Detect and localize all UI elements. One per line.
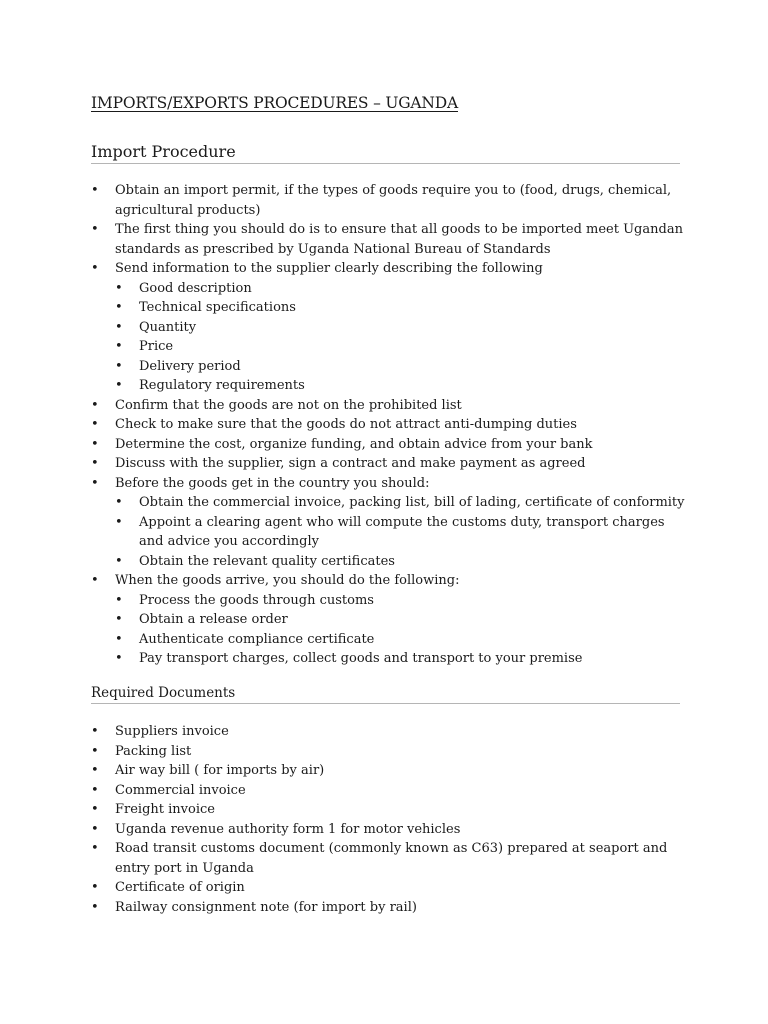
list-item: • Obtain a release order: [91, 610, 691, 630]
list-item: • Packing list: [91, 742, 691, 762]
list-item: • Good description: [91, 279, 691, 299]
list-item: • Obtain the commercial invoice, packing list, bill of lading, certificate of conformity: [91, 493, 691, 513]
document-title: IMPORTS/EXPORTS PROCEDURES – UGANDA: [91, 94, 458, 112]
list-item: • Process the goods through customs: [91, 591, 691, 611]
list-item: • Confirm that the goods are not on the prohibited list: [91, 396, 691, 416]
import-procedure-list: [91, 181, 691, 669]
list-item: • Delivery period: [91, 357, 691, 377]
list-item: • Pay transport charges, collect goods and transport to your premise: [91, 649, 691, 669]
list-item: • Air way bill ( for imports by air): [91, 761, 691, 781]
list-item: • Suppliers invoice: [91, 722, 691, 742]
list-item: • Authenticate compliance certificate: [91, 630, 691, 650]
list-item: • Appoint a clearing agent who will compute the customs duty, transport charges and advice you accordingly: [91, 513, 691, 552]
list-item: • The first thing you should do is to ensure that all goods to be imported meet Ugandan standards as prescribed by Uganda National Bureau of Standards: [91, 220, 691, 259]
list-item: • Uganda revenue authority form 1 for motor vehicles: [91, 820, 691, 840]
required-documents-list: [91, 722, 691, 917]
list-item: • Determine the cost, organize funding, and obtain advice from your bank: [91, 435, 691, 455]
list-item: • Technical specifications: [91, 298, 691, 318]
list-item: • Certificate of origin: [91, 878, 691, 898]
list-item: • Before the goods get in the country you should:: [91, 474, 691, 494]
list-item: • Price: [91, 337, 691, 357]
list-item: • When the goods arrive, you should do the following:: [91, 571, 691, 591]
heading-divider: [91, 703, 680, 704]
required-documents-heading: Required Documents: [91, 685, 236, 701]
list-item: • Commercial invoice: [91, 781, 691, 801]
import-procedure-heading: Import Procedure: [91, 142, 236, 161]
list-item: • Regulatory requirements: [91, 376, 691, 396]
list-item: • Discuss with the supplier, sign a contract and make payment as agreed: [91, 454, 691, 474]
list-item: • Send information to the supplier clearly describing the following: [91, 259, 691, 279]
list-item: • Freight invoice: [91, 800, 691, 820]
list-item: • Railway consignment note (for import by rail): [91, 898, 691, 918]
list-item: • Obtain the relevant quality certificates: [91, 552, 691, 572]
heading-divider: [91, 163, 680, 164]
list-item: • Road transit customs document (commonly known as C63) prepared at seaport and entry port in Uganda: [91, 839, 691, 878]
list-item: • Quantity: [91, 318, 691, 338]
list-item: • Obtain an import permit, if the types of goods require you to (food, drugs, chemical, agricultural products): [91, 181, 691, 220]
list-item: • Check to make sure that the goods do not attract anti-dumping duties: [91, 415, 691, 435]
